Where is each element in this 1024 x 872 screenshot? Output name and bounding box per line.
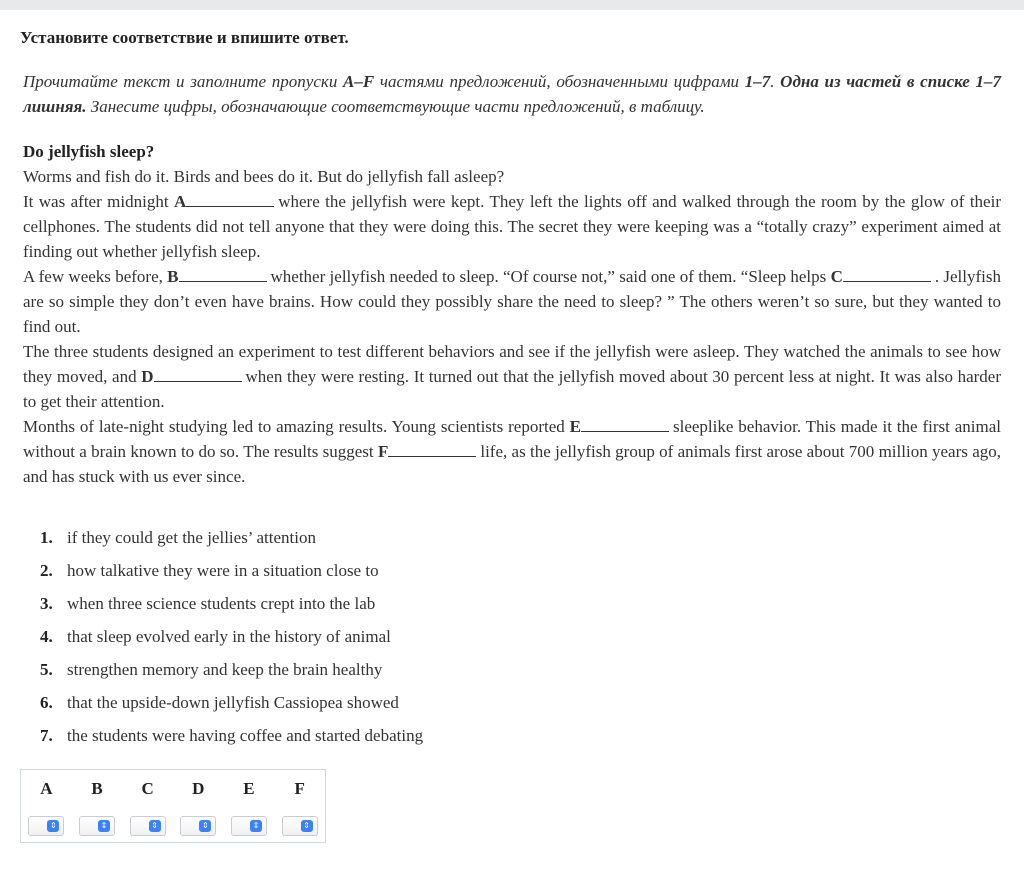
gap-label-e: E xyxy=(569,417,581,436)
text-paragraph-5 xyxy=(23,414,1001,489)
blank-d xyxy=(154,366,242,382)
chevron-up-down-icon: ⇕ xyxy=(301,820,313,832)
paragraph-text: whether jellyfish needed to sleep. “Of course not,” said one of them. “Sleep helps xyxy=(270,267,831,286)
chevron-up-down-icon: ⇕ xyxy=(47,820,59,832)
paragraph-text: life, as the jellyfish group of animals first arose about 700 million years ago, and has stuck with us ever since. xyxy=(23,442,1001,486)
paragraph-text: Months of late-night studying led to amazing results. Young scientists reported xyxy=(23,417,570,436)
column-header-a: A xyxy=(40,779,53,798)
paragraph-text: A few weeks before, xyxy=(23,267,168,286)
blank-f xyxy=(388,441,476,457)
blank-e xyxy=(581,416,669,432)
text-paragraph-3 xyxy=(23,264,1001,339)
option-number: 6. xyxy=(40,693,53,712)
text-paragraph-4 xyxy=(23,339,1001,414)
chevron-up-down-icon: ⇕ xyxy=(199,820,211,832)
paragraph-text: It was after midnight xyxy=(23,192,174,211)
column-header-c: C xyxy=(141,779,154,798)
answer-select-f[interactable] xyxy=(282,816,318,836)
chevron-up-down-icon: ⇕ xyxy=(149,820,161,832)
answer-select-e[interactable] xyxy=(231,816,267,836)
answer-select-a[interactable] xyxy=(28,816,64,836)
option-text: the students were having coffee and started debating xyxy=(67,726,424,745)
column-header-e: E xyxy=(243,779,255,798)
task-header: Установите соответствие и впишите ответ. xyxy=(20,28,349,47)
list-item xyxy=(40,724,1001,757)
column-header-d: D xyxy=(192,779,205,798)
gap-label-a: A xyxy=(173,192,187,211)
paragraph-text: The three students designed an experiment to test different behaviors and see if the jellyfish were asleep. They watched the animals to see how they moved, and xyxy=(23,342,1001,386)
options-list xyxy=(40,526,1001,757)
top-bar xyxy=(0,0,1024,10)
gap-label-d: D xyxy=(141,367,154,386)
option-text: how talkative they were in a situation close to xyxy=(67,561,379,580)
list-item xyxy=(40,559,1001,592)
answer-select-d[interactable] xyxy=(180,816,216,836)
column-header-b: B xyxy=(91,779,103,798)
answer-table-header xyxy=(21,770,326,809)
instruction-extra-note: Одна из частей в списке 1–7 лишняя. xyxy=(23,72,1002,116)
option-number: 2. xyxy=(40,561,53,580)
list-item xyxy=(40,526,1001,559)
option-text: that the upside-down jellyfish Cassiopea showed xyxy=(67,693,399,712)
instruction-gap-range: A–F xyxy=(343,72,375,91)
instruction-text-4: Занесите цифры, обозначающие соответствующие части предложений, в таблицу. xyxy=(86,97,705,116)
option-number: 1. xyxy=(40,528,53,547)
option-text: strengthen memory and keep the brain healthy xyxy=(67,660,383,679)
blank-a xyxy=(186,191,274,207)
instruction-number-range: 1–7 xyxy=(744,72,771,91)
list-item xyxy=(40,592,1001,625)
instruction-text-3: . xyxy=(770,72,781,91)
answer-select-b[interactable] xyxy=(79,816,115,836)
paragraph-text: when they were resting. It turned out that the jellyfish moved about 30 percent less at night. It was also harder to get their attention. xyxy=(23,367,1001,411)
instruction-text-2: частями предложений, обозначенными цифрами xyxy=(374,72,745,91)
list-item xyxy=(40,691,1001,724)
paragraph-text: sleeplike behavior. This made it the first animal without a brain known to do so. The results suggest xyxy=(23,417,1001,461)
option-text: when three science students crept into the lab xyxy=(67,594,376,613)
column-header-f: F xyxy=(294,779,305,798)
list-item xyxy=(40,625,1001,658)
answer-table-selects xyxy=(21,808,326,843)
option-number: 4. xyxy=(40,627,53,646)
option-number: 3. xyxy=(40,594,53,613)
chevron-up-down-icon: ⇕ xyxy=(250,820,262,832)
paragraph-text: where the jellyfish were kept. They left the lights off and walked through the room by the glow of their cellphones. The students did not tell anyone that they were doing this. The secret they were keeping was a “totally crazy” experiment aimed at finding out whether jellyfish sleep. xyxy=(23,192,1001,261)
chevron-up-down-icon: ⇕ xyxy=(98,820,110,832)
blank-c xyxy=(843,266,931,282)
option-number: 5. xyxy=(40,660,53,679)
gap-label-f: F xyxy=(377,442,389,461)
instruction-text-1: Прочитайте текст и заполните пропуски xyxy=(23,72,344,91)
blank-b xyxy=(179,266,267,282)
text-paragraph-1: Worms and fish do it. Birds and bees do it. But do jellyfish fall asleep? xyxy=(23,167,505,186)
list-item xyxy=(40,658,1001,691)
gap-label-c: C xyxy=(830,267,843,286)
option-text: that sleep evolved early in the history of animal xyxy=(67,627,391,646)
paragraph-text: . Jellyfish are so simple they don’t even have brains. How could they possibly share the need to sleep? ” The others weren’t so sure, but they wanted to find out. xyxy=(23,267,1001,336)
gap-label-b: B xyxy=(167,267,179,286)
text-paragraph-2 xyxy=(23,189,1001,264)
option-number: 7. xyxy=(40,726,53,745)
option-text: if they could get the jellies’ attention xyxy=(67,528,316,547)
answer-select-c[interactable] xyxy=(130,816,166,836)
task-content xyxy=(0,26,1024,757)
text-title: Do jellyfish sleep? xyxy=(23,142,155,161)
task-instruction xyxy=(23,69,1001,119)
reading-text xyxy=(23,139,1001,489)
answer-table xyxy=(20,769,326,843)
